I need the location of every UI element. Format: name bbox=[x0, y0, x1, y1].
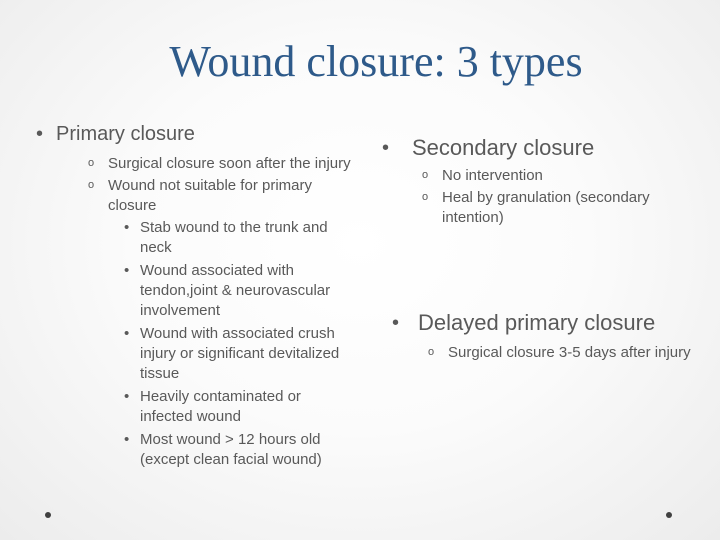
slide-title: Wound closure: 3 types bbox=[169, 37, 583, 86]
nested-list-item bbox=[36, 324, 356, 384]
heading-text: Delayed primary closure bbox=[418, 310, 656, 335]
corner-dot-icon bbox=[666, 512, 672, 518]
bullet-icon: • bbox=[382, 137, 390, 159]
item-text: Heavily contaminated or infected wound bbox=[140, 388, 301, 425]
bullet-icon: • bbox=[124, 431, 130, 448]
nested-list-item bbox=[36, 261, 356, 321]
item-text: Wound associated with tendon,joint & neurovascular involvement bbox=[140, 262, 331, 319]
heading-text: Secondary closure bbox=[412, 135, 595, 160]
circle-bullet-icon: o bbox=[88, 179, 95, 191]
secondary-closure-list bbox=[382, 134, 702, 228]
corner-dot-icon bbox=[45, 512, 51, 518]
item-text: No intervention bbox=[442, 167, 543, 184]
delayed-primary-closure-list bbox=[392, 309, 692, 363]
bullet-icon: • bbox=[124, 219, 130, 236]
primary-closure-heading bbox=[36, 122, 356, 146]
nested-list-item bbox=[36, 218, 356, 258]
circle-bullet-icon: o bbox=[88, 157, 95, 169]
item-text: Heal by granulation (secondary intention) bbox=[442, 189, 650, 226]
primary-closure-list bbox=[36, 122, 356, 470]
bullet-icon: • bbox=[124, 262, 130, 279]
secondary-closure-heading bbox=[382, 134, 702, 162]
circle-bullet-icon: o bbox=[428, 346, 435, 358]
circle-bullet-icon: o bbox=[422, 191, 429, 203]
item-text: Wound with associated crush injury or significant devitalized tissue bbox=[140, 325, 340, 382]
bullet-icon: • bbox=[124, 388, 130, 405]
list-item bbox=[36, 176, 356, 216]
bullet-icon: • bbox=[36, 123, 44, 145]
item-text: Surgical closure soon after the injury bbox=[108, 155, 351, 172]
bullet-icon: • bbox=[124, 325, 130, 342]
list-item bbox=[392, 343, 692, 363]
circle-bullet-icon: o bbox=[422, 169, 429, 181]
nested-list-item bbox=[36, 387, 356, 427]
list-item bbox=[36, 154, 356, 174]
item-text: Surgical closure 3-5 days after injury bbox=[448, 344, 691, 361]
heading-text: Primary closure bbox=[56, 123, 195, 145]
bullet-icon: • bbox=[392, 312, 400, 334]
list-item bbox=[382, 166, 702, 186]
delayed-primary-closure-heading bbox=[392, 309, 692, 337]
list-item bbox=[382, 188, 702, 228]
item-text: Wound not suitable for primary closure bbox=[108, 177, 312, 214]
item-text: Stab wound to the trunk and neck bbox=[140, 219, 328, 256]
item-text: Most wound > 12 hours old (except clean facial wound) bbox=[140, 431, 322, 468]
nested-list-item bbox=[36, 430, 356, 470]
